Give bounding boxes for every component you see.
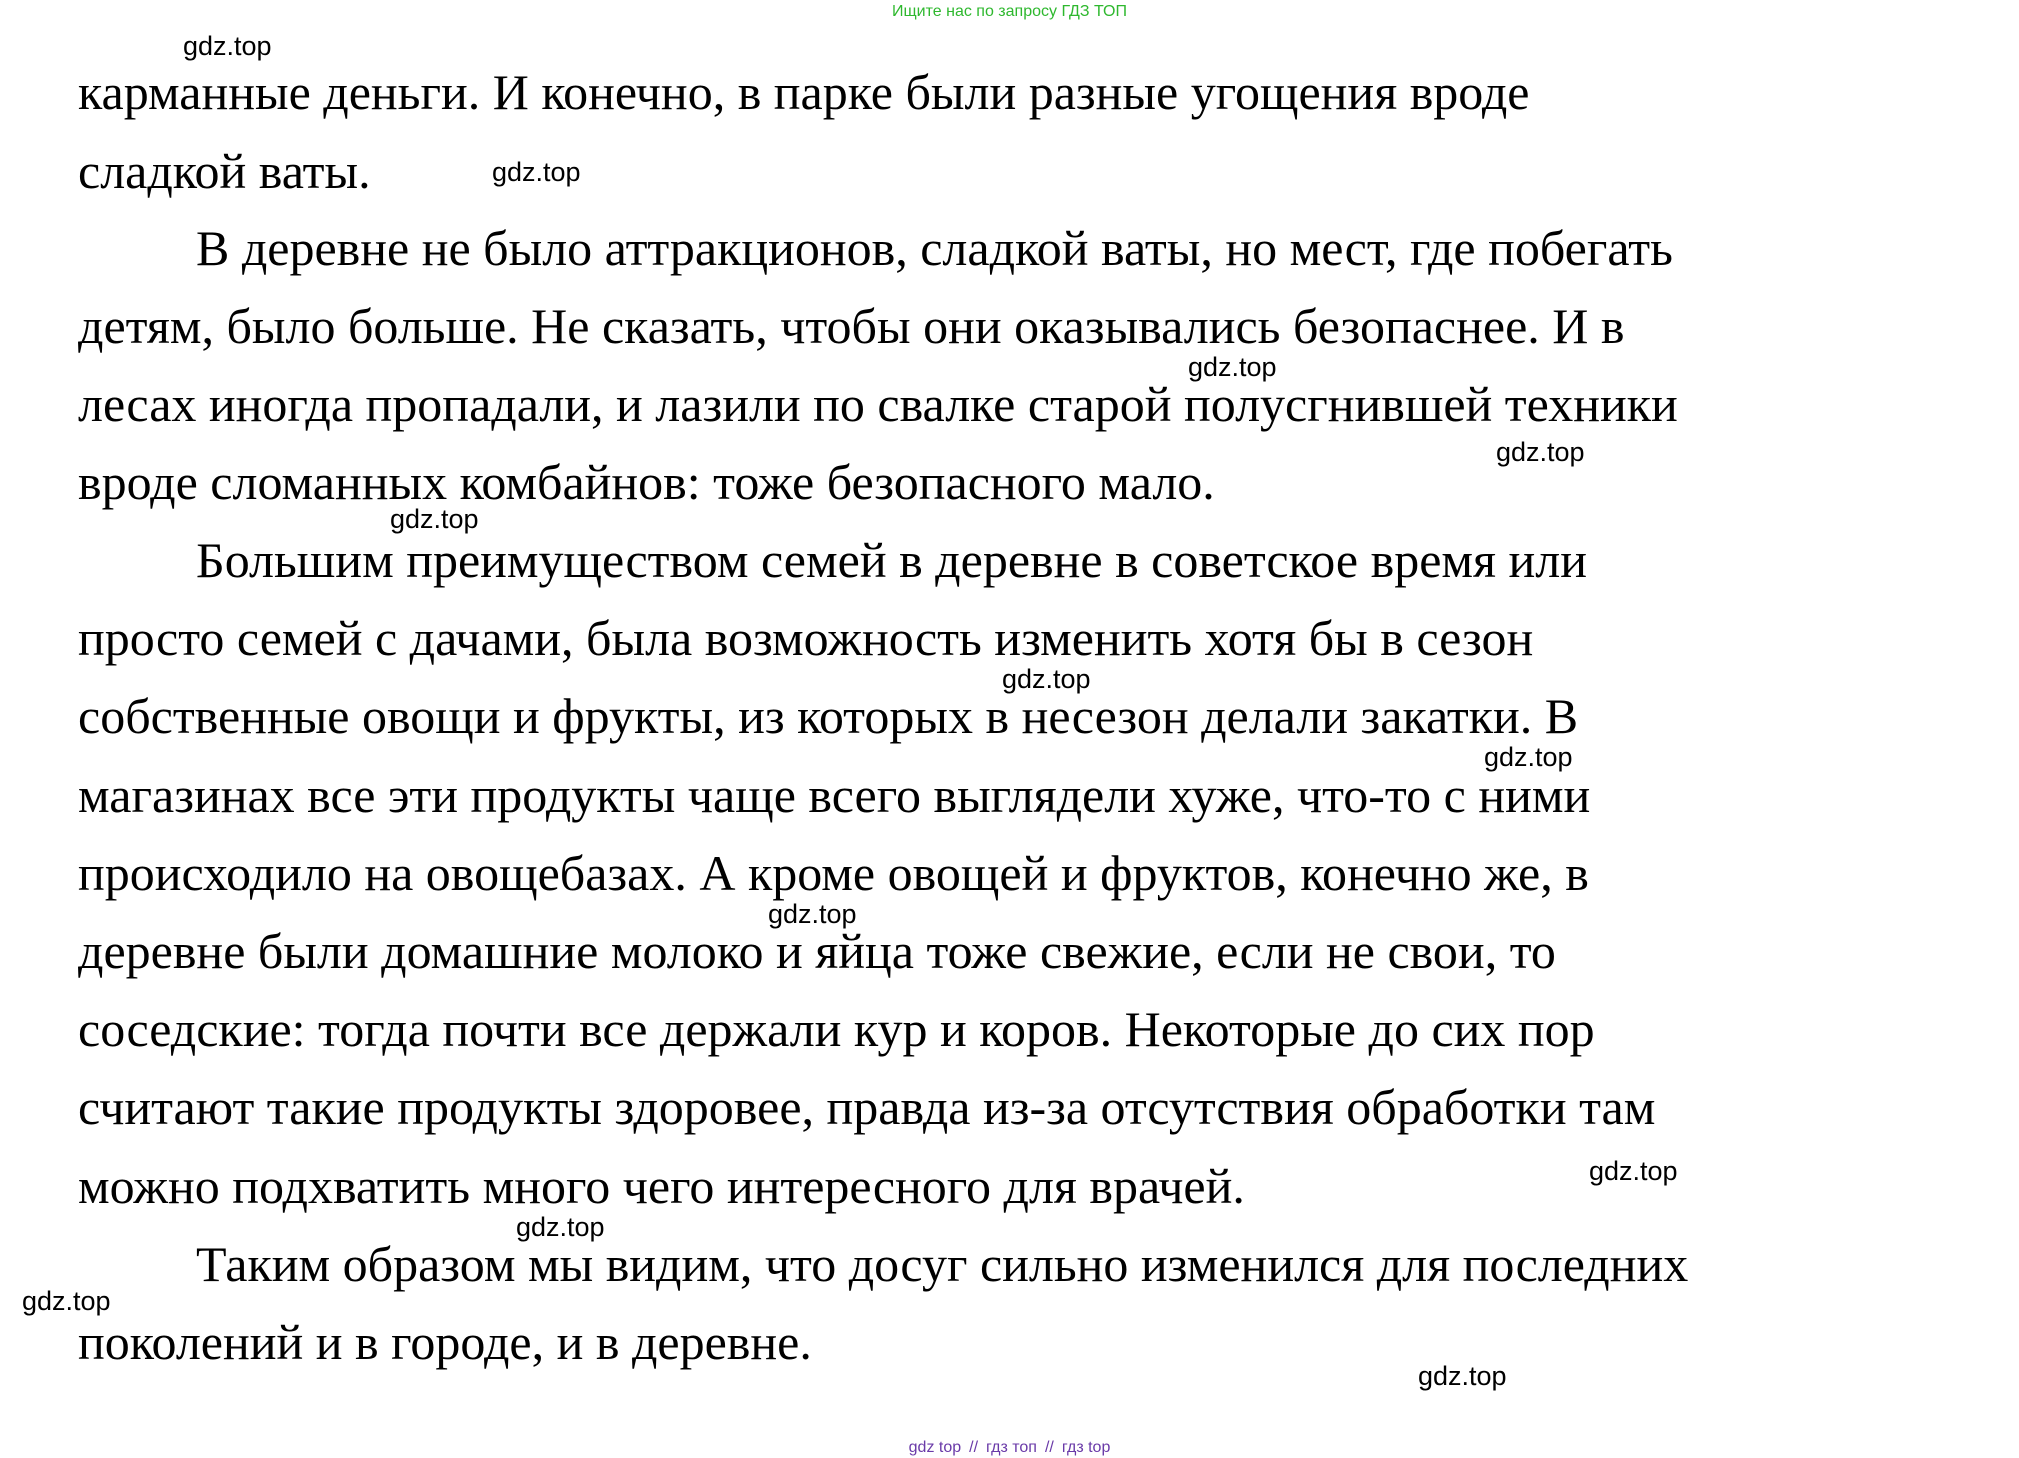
watermark: gdz.top [1484, 742, 1573, 772]
text-line: Таким образом мы видим, что досуг сильно изменился для последних [196, 1236, 1689, 1292]
watermark: gdz.top [768, 899, 857, 929]
text-line: Большим преимуществом семей в деревне в советское время или [196, 532, 1587, 588]
text-line: можно подхватить много чего интересного для врачей. [78, 1158, 1245, 1214]
watermark: gdz.top [1188, 352, 1277, 382]
top-banner: Ищите нас по запросу ГДЗ ТОП [892, 3, 1127, 20]
footer-link[interactable]: gdz top [908, 1439, 962, 1456]
watermark: gdz.top [22, 1286, 111, 1316]
watermark: gdz.top [1496, 437, 1585, 467]
watermark: gdz.top [183, 31, 272, 61]
footer [0, 1438, 2019, 1458]
text-line: считают такие продукты здоровее, правда из-за отсутствия обработки там [78, 1079, 1656, 1135]
footer-separator: // [969, 1439, 979, 1456]
watermark: gdz.top [1418, 1361, 1507, 1391]
text-line: просто семей с дачами, была возможность изменить хотя бы в сезон [78, 610, 1534, 666]
text-line: сладкой ваты. [78, 143, 371, 199]
watermark: gdz.top [1589, 1156, 1678, 1186]
footer-separator: // [1044, 1439, 1054, 1456]
text-line: лесах иногда пропадали, и лазили по свалке старой полусгнившей техники [78, 376, 1678, 432]
text-line: соседские: тогда почти все держали кур и коров. Некоторые до сих пор [78, 1001, 1595, 1057]
footer-link[interactable]: гдз топ [986, 1439, 1037, 1456]
watermark: gdz.top [390, 504, 479, 534]
text-line: детям, было больше. Не сказать, чтобы они оказывались безопаснее. И в [78, 298, 1625, 354]
text-line: карманные деньги. И конечно, в парке были разные угощения вроде [78, 64, 1530, 120]
text-line: вроде сломанных комбайнов: тоже безопасного мало. [78, 454, 1215, 510]
text-line: поколений и в городе, и в деревне. [78, 1314, 812, 1370]
watermark: gdz.top [492, 157, 581, 187]
footer-link[interactable]: гдз top [1061, 1439, 1111, 1456]
text-line: деревне были домашние молоко и яйца тоже свежие, если не свои, то [78, 923, 1556, 979]
watermark: gdz.top [1002, 664, 1091, 694]
text-line: собственные овощи и фрукты, из которых в несезон делали закатки. В [78, 688, 1579, 744]
text-line: В деревне не было аттракционов, сладкой ваты, но мест, где побегать [196, 220, 1673, 276]
text-line: происходило на овощебазах. А кроме овощей и фруктов, конечно же, в [78, 845, 1589, 901]
watermark: gdz.top [516, 1212, 605, 1242]
text-line: магазинах все эти продукты чаще всего выглядели хуже, что-то с ними [78, 767, 1591, 823]
